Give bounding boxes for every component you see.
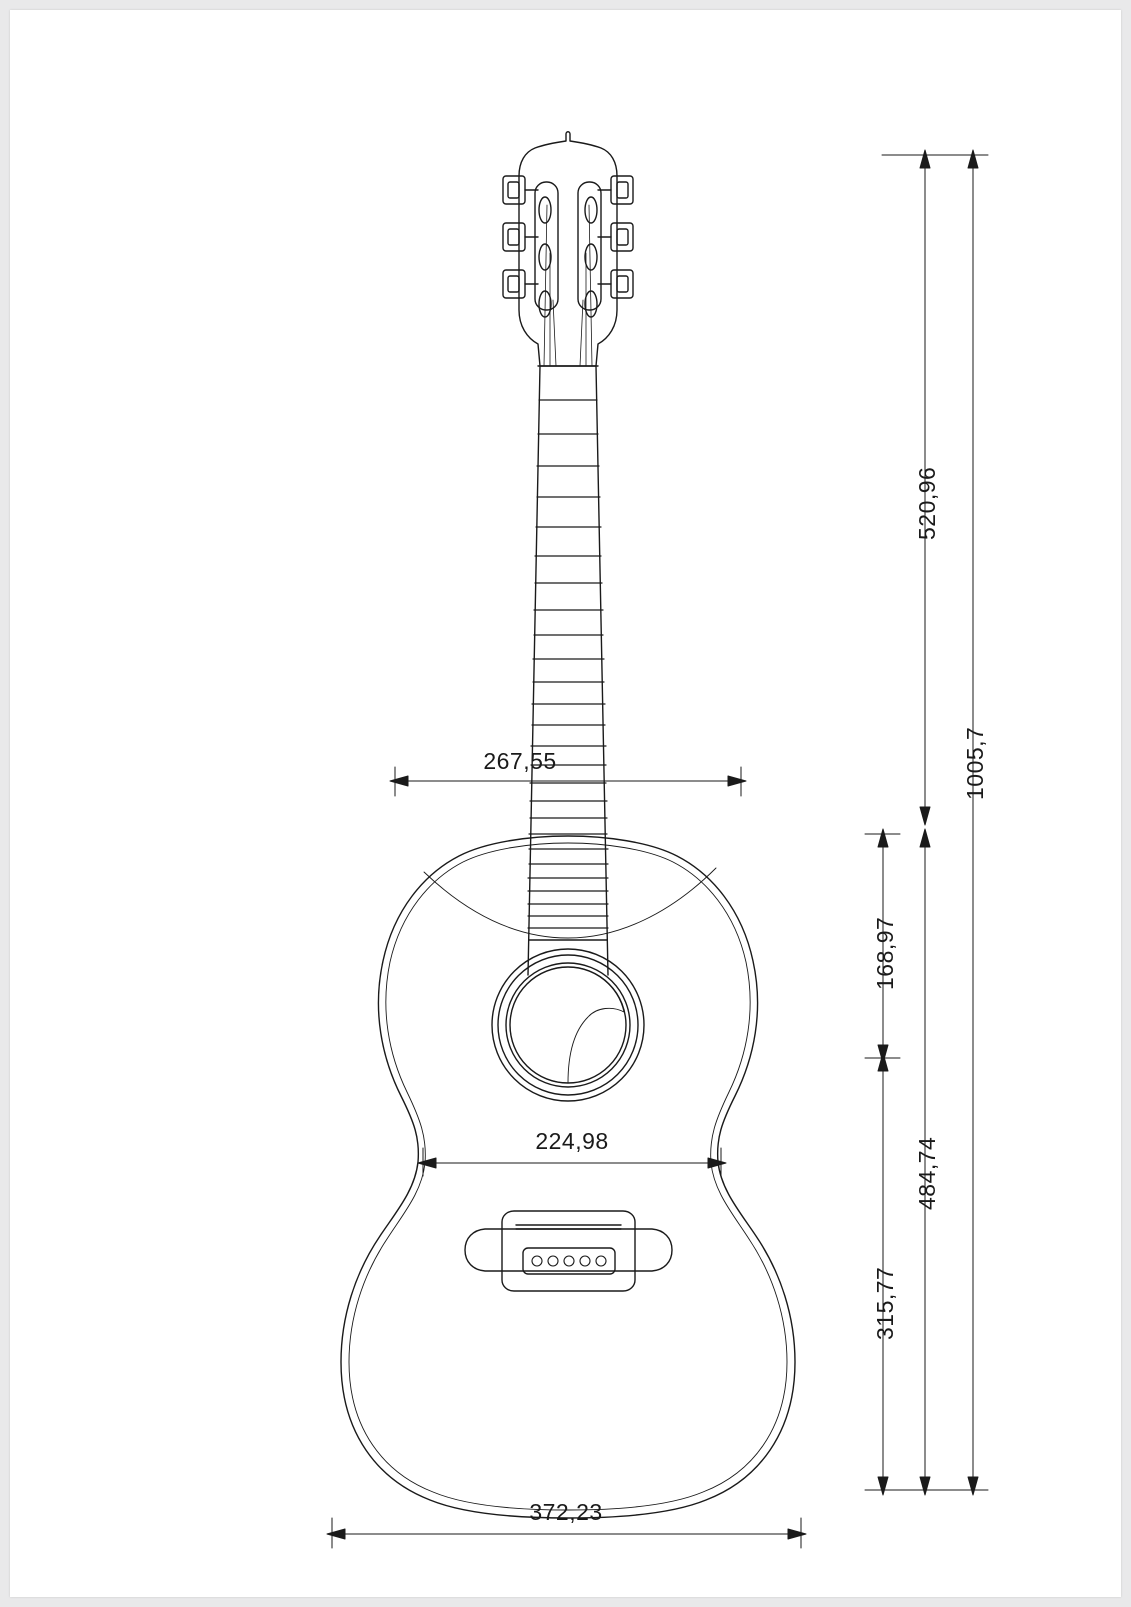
dim-label-body-length: 484,74: [914, 1136, 940, 1210]
dim-label-upper-bout-to-waist: 168,97: [872, 916, 898, 990]
fretboard: [528, 366, 608, 975]
dim-label-lower-bout-width: 372,23: [529, 1499, 603, 1525]
tuner-2: [503, 223, 551, 270]
tuning-machines: [503, 176, 633, 317]
dim-label-overall-length: 1005,7: [962, 726, 988, 800]
soundhole-shading: [510, 967, 624, 1083]
dim-label-lower-body-length: 315,77: [872, 1266, 898, 1340]
frets: [528, 400, 608, 928]
headstock-outline: [519, 132, 617, 366]
tuner-5: [585, 223, 633, 270]
tuner-4: [585, 176, 633, 223]
dim-label-waist-width: 224,98: [535, 1128, 609, 1154]
bridge-pins: [532, 1256, 606, 1266]
tuner-1: [503, 176, 551, 223]
drawing-sheet: [10, 10, 1121, 1597]
dim-label-upper-bout-width: 267,55: [483, 748, 557, 774]
dim-label-headstock-to-soundhole: 520,96: [914, 466, 940, 540]
guitar-technical-drawing: [10, 10, 1121, 1597]
strings: [544, 205, 592, 366]
dim-upper-bout-width: [390, 767, 746, 796]
bridge: [465, 1211, 672, 1291]
